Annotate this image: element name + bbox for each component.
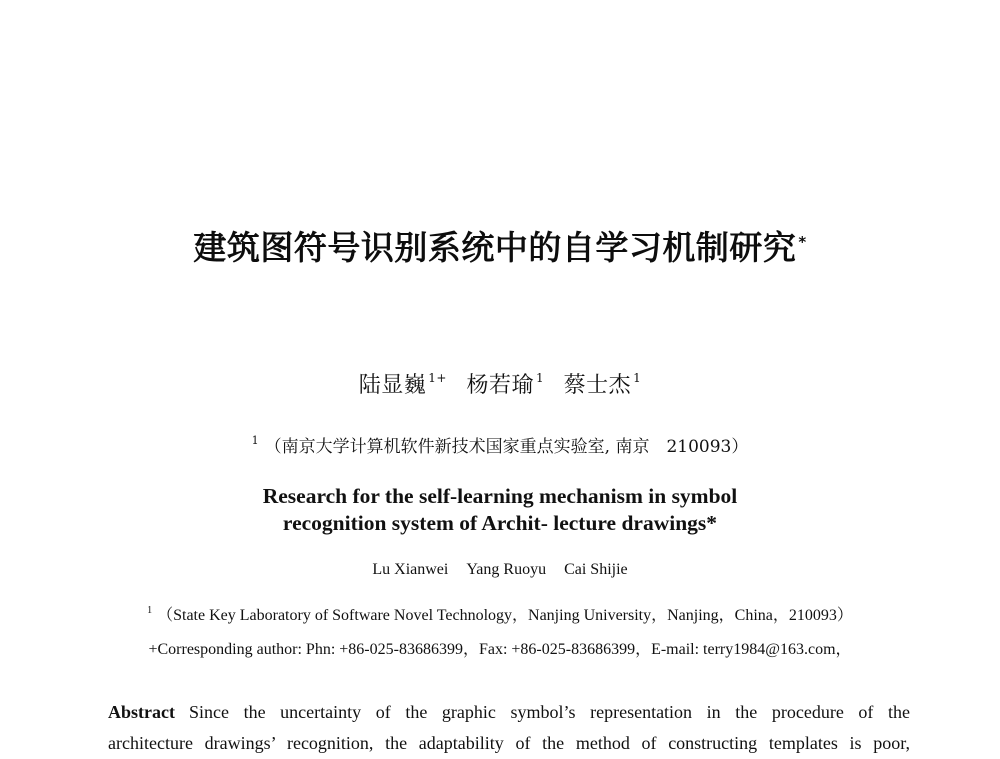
chinese-affiliation-mark: 1 <box>251 434 259 447</box>
chinese-author-name: 蔡士杰 <box>563 373 632 398</box>
contact-text: +Corresponding author: Phn: +86-025-83686399，Fax: +86-025-83686399，E-mail: terry1984@163.com， <box>148 641 852 658</box>
chinese-author <box>359 368 447 399</box>
chinese-title-footnote-mark: * <box>798 233 807 251</box>
chinese-author-mark: 1 <box>633 371 642 385</box>
english-title-line-1: Research for the self-learning mechanism in symbol <box>262 484 738 508</box>
chinese-author-name: 陆显巍 <box>358 373 427 398</box>
abstract-text-1: Since the uncertainty of the graphic symbol’s representation in the procedure of the <box>188 702 910 722</box>
english-affiliation-text: （State Key Laboratory of Software Novel Technology，Nanjing University，Nanjing，China，210093） <box>157 607 853 624</box>
english-affiliation-mark: 1 <box>147 605 153 616</box>
abstract-label: Abstract <box>108 702 175 722</box>
chinese-affiliation <box>0 432 1000 457</box>
english-author-name: Lu Xianwei <box>372 561 449 578</box>
abstract-line-1 <box>108 697 910 728</box>
english-author-list <box>0 561 1000 579</box>
corresponding-author-contact <box>0 636 1000 659</box>
chinese-title-text: 建筑图符号识别系统中的自学习机制研究 <box>193 228 797 267</box>
english-title <box>0 483 1000 537</box>
abstract-paragraph <box>108 697 910 759</box>
chinese-author-mark: 1+ <box>428 371 447 385</box>
english-author-name: Yang Ruoyu <box>466 561 547 578</box>
chinese-author-list <box>0 368 1000 399</box>
english-author-name: Cai Shijie <box>564 561 628 578</box>
chinese-author <box>564 368 642 399</box>
english-title-line-2: recognition system of Archit- lecture drawings* <box>282 511 718 535</box>
chinese-author-name: 杨若瑜 <box>466 373 534 398</box>
abstract-line-2: architecture drawings’ recognition, the adaptability of the method of constructing templates is poor, <box>108 733 910 753</box>
chinese-author <box>466 368 544 399</box>
chinese-title <box>0 222 1000 269</box>
chinese-affiliation-text: （南京大学计算机软件新技术国家重点实验室, 南京 210093） <box>264 437 749 457</box>
chinese-author-mark: 1 <box>535 371 545 385</box>
english-affiliation <box>0 602 1000 625</box>
